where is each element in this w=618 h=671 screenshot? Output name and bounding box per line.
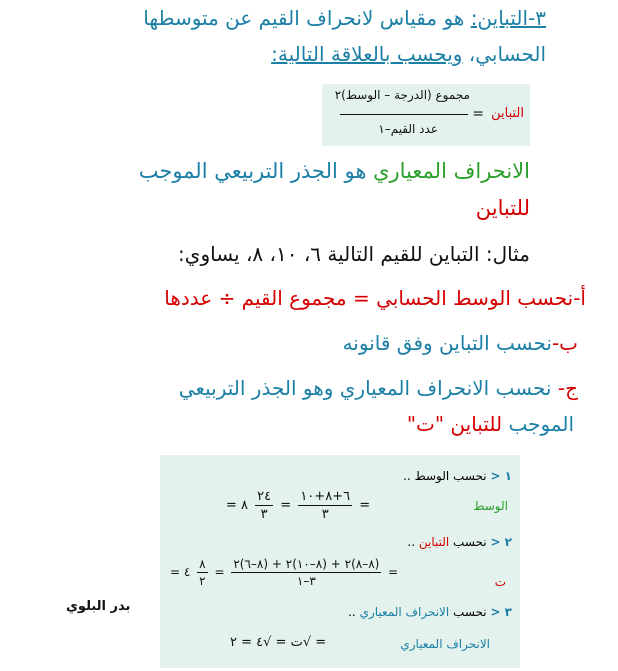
step3-dots: .. [348,605,360,619]
variance-result: = ٤ [170,565,191,579]
variance-definition-line1 [143,8,546,28]
std-definition-line2 [476,198,530,219]
variance-symbol: ت [494,575,506,589]
mean-result: = ٨ [226,498,249,513]
step-c-variance: للتباين [444,412,503,436]
std-expression: = √ت = √٤ = ٢ [230,635,327,650]
step-c-symbol: "ت" [406,412,445,436]
mean-fraction-2: $\frac{٢٤}{٣}$ [257,489,272,522]
mean-equals-2: = [280,498,292,513]
step2-marker: ٢ < [490,535,512,549]
variance-equals-2: = [214,565,225,579]
variance-definition-link: ويحسب بالعلاقة التالية: [271,42,463,66]
formula-fraction-bar [340,114,468,115]
step3-marker: ٣ < [490,605,512,619]
mean-fraction: $\frac{٦+٨+١٠}{٣}$ [300,489,351,522]
formula-numerator: مجموع (الدرجة – الوسط)٢ [334,88,470,102]
step1-marker: ١ < [490,469,512,483]
std-label: الانحراف المعياري [400,637,490,651]
solution-step3-heading [348,605,512,619]
step2-dots: .. [407,535,419,549]
step1-text: نحسب الوسط .. [403,469,487,483]
step3-term: الانحراف المعياري [359,605,450,619]
std-definition-line1 [139,161,530,182]
formula-label: التباين [491,106,524,121]
worked-solution [160,455,520,668]
mean-equals: = [359,498,371,513]
formula-equals: = [472,106,484,122]
step-c-text-2: الموجب [502,412,574,436]
std-term: الانحراف المعياري [373,159,530,183]
step-c-letter: ج- [557,376,578,400]
step-a-letter: أ- [573,286,586,310]
variance-term: ٣-التباين: [470,6,546,30]
std-label-row [400,637,490,651]
step3-text: نحسب [449,605,487,619]
author-signature: بدر البلوي [66,599,131,614]
solution-step2-heading [407,535,512,549]
variance-definition-line2 [271,44,546,64]
step-a-text: نحسب الوسط الحسابي = مجموع القيم ÷ عددها [164,286,574,310]
variance-definition-text: هو مقياس لانحراف القيم عن متوسطها [143,6,471,30]
step-b-letter: ب- [551,331,578,355]
variance-formula [322,84,530,146]
mean-label-row [473,499,508,513]
solution-step1-heading [403,469,512,483]
variance-equals: = [388,565,399,579]
std-definition-variance: للتباين [475,196,530,220]
std-equation [230,635,326,650]
step-c-line2 [407,414,574,434]
std-definition-text: هو الجذر التربيعي الموجب [138,159,374,183]
step-c-line1 [179,378,578,398]
step2-text: نحسب [449,535,487,549]
step-a [164,288,586,308]
variance-definition-text-2: الحسابي، [462,42,546,66]
mean-label: الوسط [473,499,508,513]
variance-equation [170,557,398,588]
variance-fraction-2: $\frac{٨}{٢}$ [199,557,206,588]
variance-fraction: $\frac{(٨-٨)٢ + (٨-١٠)٢ + (٨-٦)٢}{٣-١}$ [233,557,380,588]
example-intro: مثال: التباين للقيم التالية ٦، ١٠، ٨، يساوي: [178,242,530,266]
step-b [343,333,578,353]
mean-equation [226,489,370,522]
step2-term: التباين [418,535,450,549]
variance-label-row [495,575,506,589]
formula-denominator: عدد القيم–١ [378,122,438,136]
step-c-text: نحسب الانحراف المعياري وهو الجذر التربيعي [178,376,558,400]
step-b-text: نحسب التباين وفق قانونه [342,331,552,355]
